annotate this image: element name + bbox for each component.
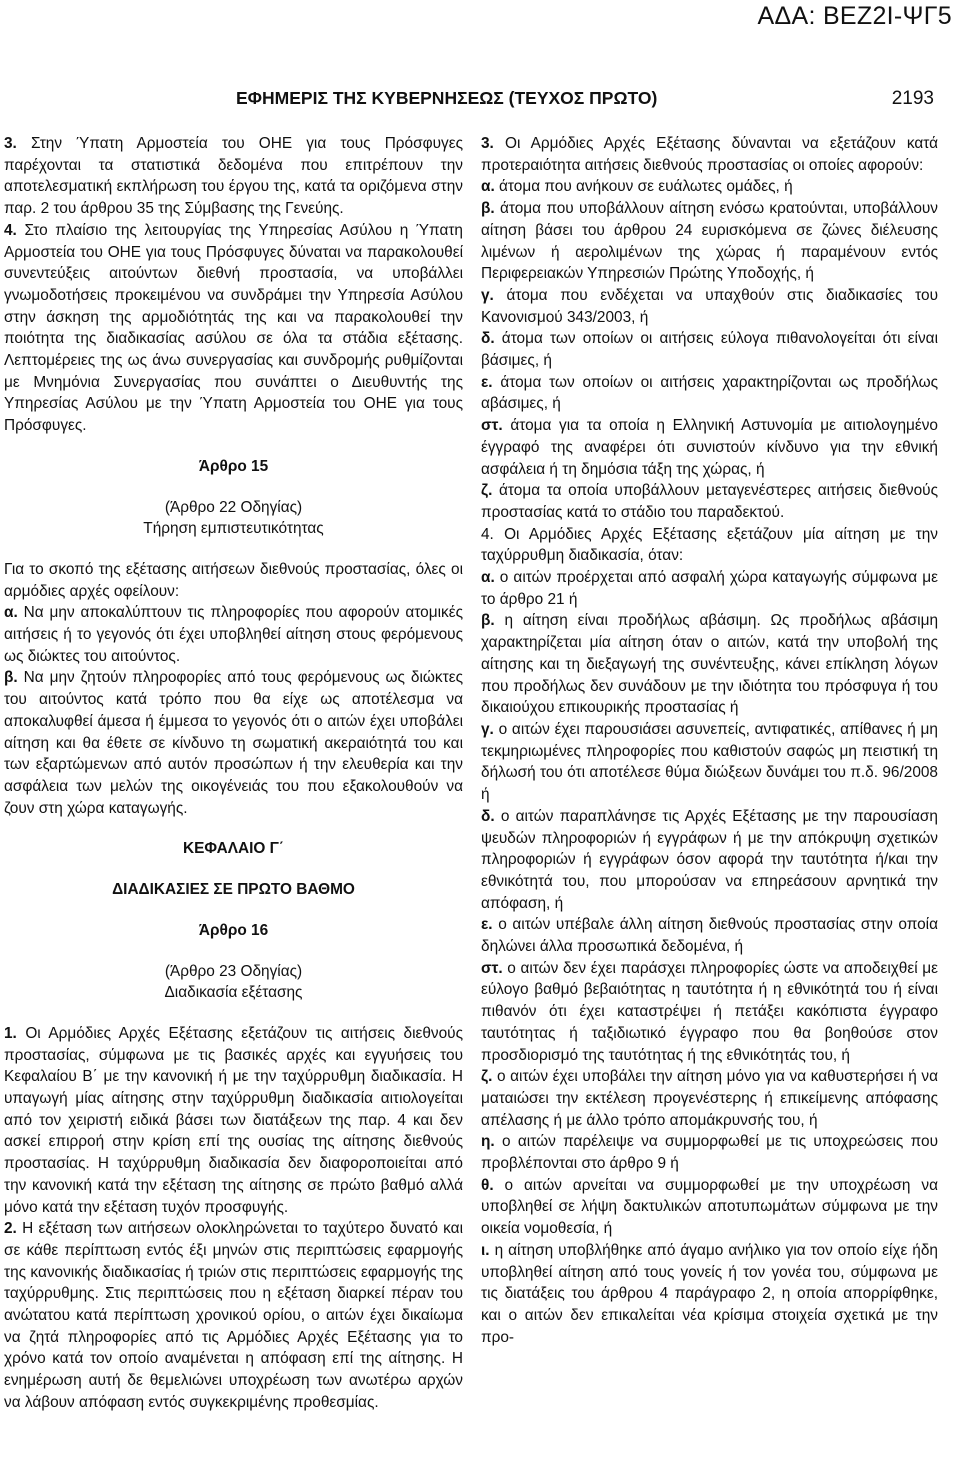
list-item: γ. ο αιτών έχει παρουσιάσει ασυνεπείς, αντιφατικές, απίθανες ή μη τεκμηριωμένες πληροφορίες που καθιστούν σαφώς μη πειστική τη δήλωσή του ότι αποτέλεσε θύμα διώξεων δυνάμει του π.δ. 96/2008 ή (481, 720, 938, 804)
list-item: στ. άτομα για τα οποία η Ελληνική Αστυνομία με αιτιολογημένο έγγραφό της αναφέρει ότι συνιστούν κίνδυνο για την εθνική ασφάλεια ή τη δημόσια τάξη της χώρας, ή (481, 417, 938, 478)
paragraph: 3. Οι Αρμόδιες Αρχές Εξέτασης δύνανται να εξετάζουν κατά προτεραιότητα αιτήσεις διεθνούς προστασίας οι οποίες αφορούν: (481, 135, 938, 174)
list-item: ε. ο αιτών υπέβαλε άλλη αίτηση διεθνούς προστασίας στην οποία δηλώνει άλλα προσωπικά δεδομένα, ή (481, 916, 938, 956)
page-number: 2193 (891, 88, 934, 109)
list-item: θ. ο αιτών αρνείται να συμμορφωθεί με την υποχρέωση να υποβληθεί σε λήψη δακτυλικών αποτυπωμάτων σύμφωνα με την οικεία νομοθεσία, ή (481, 1176, 938, 1238)
chapter-heading: ΚΕΦΑΛΑΙΟ Γ΄ (183, 840, 284, 858)
chapter-title: ΔΙΑΔΙΚΑΣΙΕΣ ΣΕ ΠΡΩΤΟ ΒΑΘΜΟ (112, 881, 355, 899)
list-item: δ. ο αιτών παραπλάνησε τις Αρχές Εξέτασης με την παρουσίαση ψευδών πληροφοριών ή εγγράφων ή με την απόκρυψη σχετικών πληροφοριών ή εγγράφων όσον αφορά την ταυτότητα ή/και την εθνικότητά του, που μπορούσαν να επηρεάσουν αρνητικά την απόφαση, ή (481, 807, 938, 912)
list-item: ζ. ο αιτών έχει υποβάλει την αίτηση μόνο για να καθυστερήσει ή να ματαιώσει την εκτέλεση προγενέστερης ή επικείμενης απόφασης απέλασης ή με άλλο τρόπο απομάκρυνσής του, ή (481, 1068, 938, 1129)
list-item: η. ο αιτών παρέλειψε να συμμορφωθεί με τις υποχρεώσεις που προβλέπονται στο άρθρο 9 ή (481, 1133, 938, 1173)
ada-code: ΑΔΑ: ΒΕΖ2Ι-ΨΓ5 (757, 2, 952, 30)
gazette-title: ΕΦΗΜΕΡΙΣ ΤΗΣ ΚΥΒΕΡΝΗΣΕΩΣ (ΤΕΥΧΟΣ ΠΡΩΤΟ) (236, 88, 658, 108)
right-column (481, 133, 938, 1348)
list-item: δ. άτομα των οποίων οι αιτήσεις εύλογα πιθανολογείται ότι είναι βάσιμες, ή (481, 330, 938, 370)
article-subheading: (Άρθρο 22 Οδηγίας) (164, 498, 303, 516)
article-heading: Άρθρο 15 (198, 457, 269, 475)
paragraph: 3. Στην Ύπατη Αρμοστεία του ΟΗΕ για τους Πρόσφυγες παρέχονται τα στατιστικά δεδομένα που επιτρέπουν την αποτελεσματική εκπλήρωση του έργου της, κατά τα οριζόμενα στην παρ. 2 του άρθρου 35 της Σύμβασης της Γενεύης. (4, 135, 463, 218)
list-item: α. ο αιτών προέρχεται από ασφαλή χώρα καταγωγής σύμφωνα με το άρθρο 21 ή (481, 569, 938, 608)
list-item: β. άτομα που υποβάλλουν αίτηση ενόσω κρατούνται, υποβάλλουν αίτηση βάσει του άρθρου 24 ευρισκόμενα σε ζώνες διέλευσης λιμένων ή αερολιμένων της χώρας ή παραμένουν εντός Περιφερειακών Υπηρεσιών Πρώτης Υποδοχής, ή (481, 200, 938, 283)
article-subheading: (Άρθρο 23 Οδηγίας) (164, 962, 303, 980)
list-item: β. η αίτηση είναι προδήλως αβάσιμη. Ως προδήλως αβάσιμη χαρακτηρίζεται μία αίτηση όταν ο αιτών, κατά την υποβολή της αίτησης και τη διεξαγωγή της συνέντευξης, κάνει επίκληση λόγων που προδήλως δεν συνάδουν με την ιδιότητα του πρόσφυγα ή του δικαιούχου επικουρικής προστασίας ή (481, 612, 938, 717)
list-item: ι. η αίτηση υποβλήθηκε από άγαμο ανήλικο για τον οποίο είχε ήδη υποβληθεί αίτηση από τους γονείς ή τον γονέα του, σύμφωνα με τις διατάξεις του άρθρου 4 παράγραφο 2, η οποία απορρίφθηκε, και ο αιτών δεν επικαλείται νέα κρίσιμα στοιχεία σχετικά με την προ- (481, 1241, 938, 1346)
list-item: στ. ο αιτών δεν έχει παράσχει πληροφορίες ώστε να αποδειχθεί με εύλογο βαθμό βεβαιότητας η ταυτότητα ή η εθνικότητά του ή είναι πιθανόν ότι έχει καταστρέψει ή πετάξει κακόπιστα έγγραφο ταυτότητας ή ταξιδιωτικό έγγραφο που θα βοηθούσε στον προσδιορισμό της ταυτότητας ή της εθνικότητάς του, ή (481, 959, 938, 1064)
paragraph: 4. Οι Αρμόδιες Αρχές Εξέτασης εξετάζουν μία αίτηση με την ταχύρρυθμη διαδικασία, όταν: (481, 525, 938, 565)
paragraph: Για το σκοπό της εξέτασης αιτήσεων διεθνούς προστασίας, όλες οι αρμόδιες αρχές οφείλουν: (4, 560, 463, 600)
paragraph: 2. Η εξέταση των αιτήσεων ολοκληρώνεται το ταχύτερο δυνατό και σε κάθε περίπτωση εντός έξι μηνών στις περιπτώσεις εφαρμογής της κανονικής διαδικασίας ή τριών στις περιπτώσεις εφαρμογής της ταχύρρυθμης. Στις περιπτώσεις που η εξέταση διαρκεί πέραν του ανώτατου κατά περίπτωση χρονικού ορίου, ο αιτών έχει δικαίωμα να ζητά πληροφορίες από τις Αρμόδιες Αρχές Εξέτασης για το χρόνο κατά τον οποίο αναμένεται η απόφαση επί της αίτησης. Η ενημέρωση αυτή δε θεμελιώνει υποχρέωση των ανωτέρω αρχών να λάβουν απόφαση εντός συγκεκριμένης προθεσμίας. (4, 1220, 463, 1411)
paragraph: 4. Στο πλαίσιο της λειτουργίας της Υπηρεσίας Ασύλου η Ύπατη Αρμοστεία του ΟΗΕ για τους Πρόσφυγες δύναται να παρακολουθεί συνεντεύξεις αιτούντων διεθνή προστασία, να υποβάλλει γνωμοδοτήσεις προκειμένου να συνδράμει την Υπηρεσία Ασύλου στην άσκηση της αρμοδιότητάς της και να παρακολουθεί την ποιότητα της διαδικασίας ασύλου σε όλα τα στάδια εξέτασης. Λεπτομέρειες της ως άνω συνεργασίας και συνδρομής ρυθμίζονται με Μνημόνια Συνεργασίας που συνάπτει ο Διευθυντής της Υπηρεσίας Ασύλου με την Ύπατη Αρμοστεία του ΟΗΕ για τους Πρόσφυγες. (4, 221, 463, 435)
article-subheading: Διαδικασία εξέτασης (164, 984, 303, 1002)
article-subheading: Τήρηση εμπιστευτικότητας (143, 520, 324, 538)
list-item: α. άτομα που ανήκουν σε ευάλωτες ομάδες, ή (481, 178, 793, 196)
paragraph: α. Να μην αποκαλύπτουν τις πληροφορίες που αφορούν ατομικές αιτήσεις ή το γεγονός ότι έχει υποβληθεί αίτηση στους φερόμενους ως διώκτες του αιτούντος. (4, 604, 463, 665)
paragraph: β. Να μην ζητούν πληροφορίες από τους φερόμενους ως διώκτες του αιτούντος κατά τρόπο που θα είχε ως αποτέλεσμα να αποκαλυφθεί άμεσα ή έμμεσα το γεγονός ότι ο αιτών έχει υποβάλει αίτηση και θα έθετε σε κίνδυνο τη σωματική ακεραιότητά του και των εξαρτώμενων από αυτόν προσώπων ή την ελευθερία και την ασφάλεια των μελών της οικογένειάς του που εξακολουθούν να ζουν στη χώρα καταγωγής. (4, 669, 463, 817)
paragraph: 1. Οι Αρμόδιες Αρχές Εξέτασης εξετάζουν τις αιτήσεις διεθνούς προστασίας, σύμφωνα με τις βασικές αρχές και εγγυήσεις του Κεφαλαίου Β΄ με την κανονική ή με την ταχύρρυθμη διαδικασία. Η υπαγωγή μίας αίτησης στην ταχύρρυθμη διαδικασία αιτιολογείται από τον χειριστή ειδικά βάσει των διατάξεων της παρ. 4 και δεν ασκεί επιρροή στην κρίση επί της ουσίας της αίτησης διεθνούς προστασίας. Η ταχύρρυθμη διαδικασία δεν διαφοροποιείται από την κανονική κατά την εξέταση της αίτησης σε πρώτο βαθμό αλλά μόνο κατά την εξέταση τυχόν προσφυγής. (4, 1024, 463, 1216)
article-heading: Άρθρο 16 (198, 921, 269, 939)
list-item: ε. άτομα των οποίων οι αιτήσεις χαρακτηρίζονται ως προδήλως αβάσιμες, ή (481, 373, 938, 413)
left-column (4, 133, 463, 1414)
list-item: γ. άτομα που ενδέχεται να υπαχθούν στις διαδικασίες του Κανονισμού 343/2003, ή (481, 286, 938, 326)
list-item: ζ. άτομα τα οποία υποβάλλουν μεταγενέστερες αιτήσεις διεθνούς προστασίας κατά το στάδιο του παραδεκτού. (481, 482, 938, 521)
